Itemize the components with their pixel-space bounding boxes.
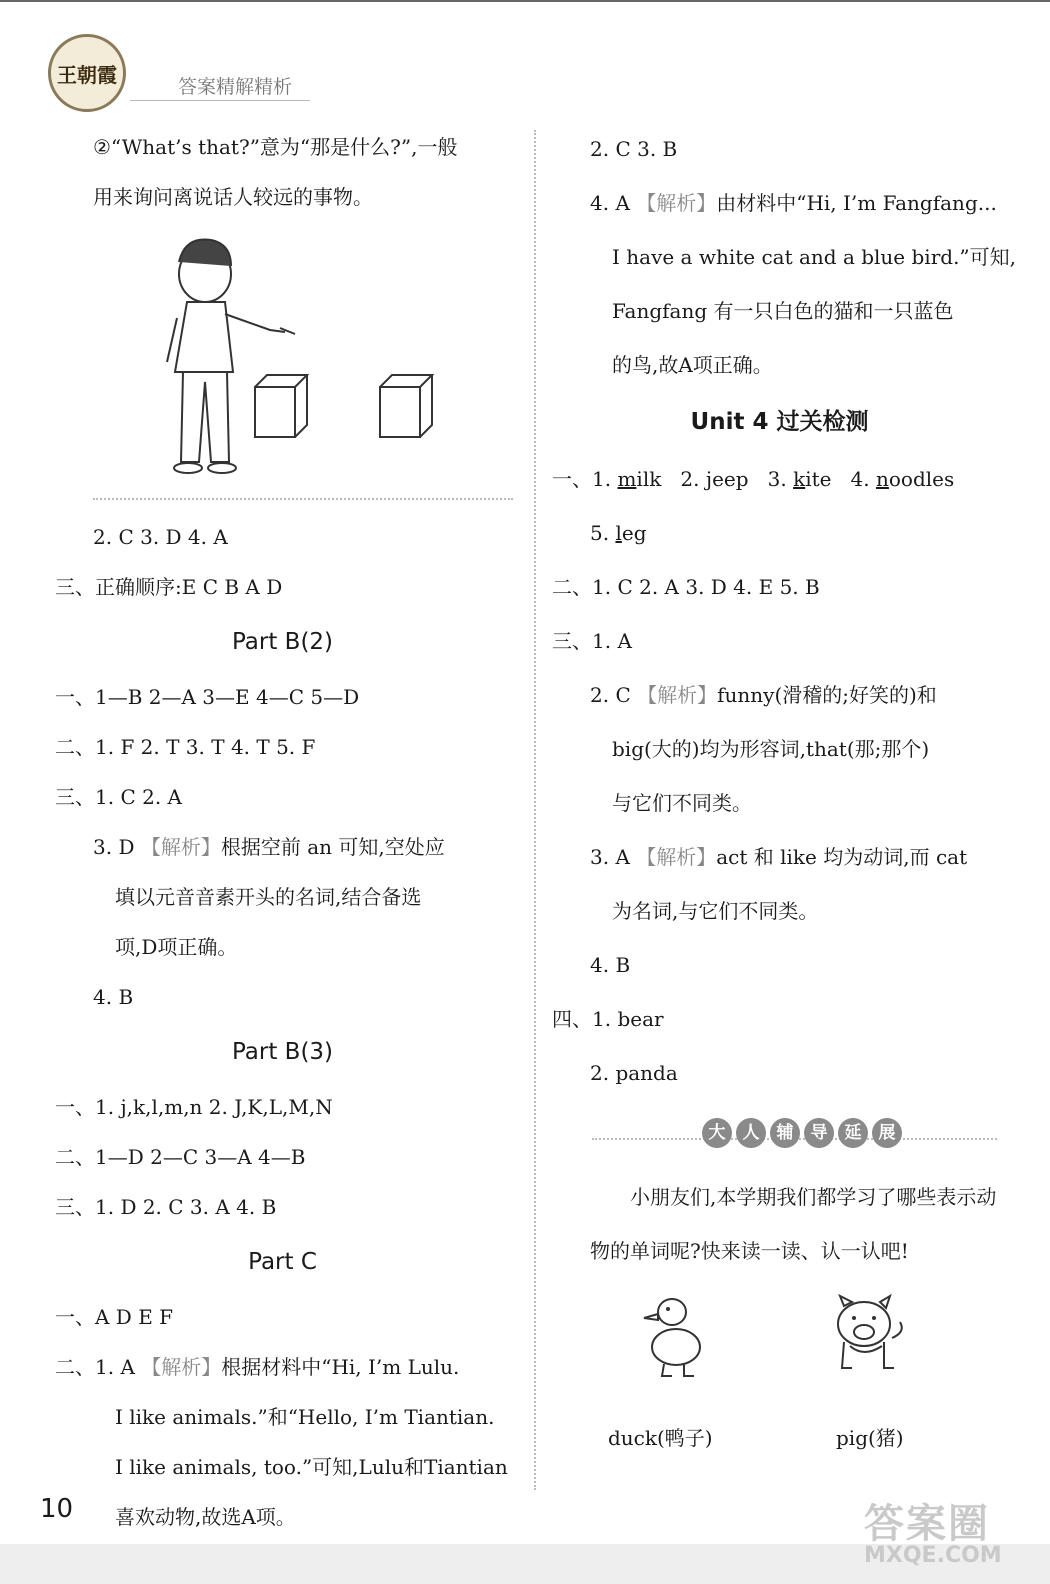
header-rule	[130, 100, 310, 101]
boy-pointing-illustration	[55, 222, 510, 492]
explanation-line	[55, 822, 510, 872]
answer-text: 5.	[590, 521, 616, 545]
explanation-line: 填以元音音素开头的名词,结合备选	[115, 885, 422, 909]
pig-icon	[822, 1292, 912, 1382]
explanation-line	[55, 1342, 510, 1392]
explanation-line: big(大的)均为形容词,that(那;那个)	[612, 737, 930, 761]
logo-text: 王朝霞	[57, 62, 117, 87]
left-column	[55, 122, 510, 1542]
answer-text: 3.	[748, 467, 794, 491]
section-heading: Part B(2)	[231, 629, 334, 655]
note-line: 用来询问离说话人较远的事物。	[93, 185, 373, 209]
question-number: 2. C	[590, 683, 631, 707]
publisher-logo	[48, 34, 126, 112]
explanation-line: 为名词,与它们不同类。	[612, 899, 819, 923]
answer-text: eg	[621, 521, 647, 545]
underlined-letter: m	[617, 467, 637, 491]
underlined-letter: l	[615, 521, 622, 545]
badge-char: 人	[736, 1118, 766, 1148]
note-line: ②“What’s that?”意为“那是什么?”,一般	[93, 135, 458, 159]
answer-line: 一、1. j,k,l,m,n 2. J,K,L,M,N	[55, 1095, 333, 1119]
explanation-line	[552, 830, 1007, 884]
answer-line: 2. C 3. B	[590, 137, 678, 161]
explanation-line: Fangfang 有一只白色的猫和一只蓝色	[612, 299, 954, 323]
answer-line: 二、1. F 2. T 3. T 4. T 5. F	[55, 735, 316, 759]
separator	[93, 498, 513, 500]
badge-char: 导	[804, 1118, 834, 1148]
answer-text: oodles	[888, 467, 955, 491]
analysis-tag: 【解析】	[636, 845, 717, 869]
pig-label: pig(猪)	[836, 1426, 904, 1450]
duck-icon	[632, 1292, 712, 1382]
column-divider	[534, 130, 536, 1490]
answer-text: 1.	[592, 467, 618, 491]
answer-line: 一、A D E F	[55, 1305, 174, 1329]
underlined-letter: j	[705, 467, 713, 491]
explanation-line: 的鸟,故A项正确。	[612, 353, 773, 377]
answer-text: eep	[712, 467, 749, 491]
answer-line	[552, 506, 1007, 560]
page-number: 10	[40, 1494, 74, 1524]
badge-char: 大	[702, 1118, 732, 1148]
question-number: 4. A	[590, 191, 630, 215]
explanation-line: I like animals, too.”可知,Lulu和Tiantian	[115, 1455, 508, 1479]
extension-banner	[552, 1100, 1007, 1170]
duck-label: duck(鸭子)	[608, 1426, 713, 1450]
badge-char: 展	[872, 1118, 902, 1148]
section-number: 一、	[552, 467, 592, 491]
analysis-tag: 【解析】	[141, 1355, 222, 1379]
explanation-line: I have a white cat and a blue bird.”可知,	[612, 245, 1017, 269]
answer-line: 4. B	[93, 985, 134, 1009]
header-title: 答案精解精析	[178, 76, 293, 98]
explanation-line: 与它们不同类。	[612, 791, 752, 815]
extension-paragraph: 小朋友们,本学期我们都学习了哪些表示动物的单词呢?快来读一读、认一认吧!	[590, 1185, 997, 1263]
explanation-text: funny(滑稽的;好笑的)和	[717, 683, 937, 707]
analysis-tag: 【解析】	[140, 835, 221, 859]
top-border	[0, 0, 1050, 2]
answer-line: 二、1. C 2. A 3. D 4. E 5. B	[552, 575, 820, 599]
answer-text: ilk	[636, 467, 662, 491]
explanation-line	[552, 176, 1007, 230]
explanation-line: I like animals.”和“Hello, I’m Tiantian.	[115, 1405, 495, 1429]
animal-pictures	[552, 1278, 1007, 1478]
explanation-text: act 和 like 均为动词,而 cat	[716, 845, 968, 869]
answer-line: 四、1. bear	[552, 1007, 664, 1031]
answer-line: 三、1. A	[552, 629, 632, 653]
section-heading: Part C	[248, 1249, 317, 1275]
boy-pointing-icon	[55, 222, 510, 492]
unit-heading: Unit 4 过关检测	[690, 409, 869, 435]
answer-line: 三、1. C 2. A	[55, 785, 182, 809]
analysis-tag: 【解析】	[637, 683, 718, 707]
answer-line: 4. B	[590, 953, 631, 977]
answer-line: 2. C 3. D 4. A	[93, 525, 228, 549]
explanation-line: 喜欢动物,故选A项。	[115, 1505, 296, 1529]
analysis-tag: 【解析】	[636, 191, 717, 215]
extension-badge	[702, 1118, 902, 1148]
explanation-text: 由材料中“Hi, I’m Fangfang...	[716, 191, 997, 215]
answer-line: 一、1—B 2—A 3—E 4—C 5—D	[55, 685, 360, 709]
answer-text: 4.	[831, 467, 876, 491]
right-column	[552, 122, 1017, 1478]
explanation-text: 根据材料中“Hi, I’m Lulu.	[221, 1355, 460, 1379]
answer-line: 二、1—D 2—C 3—A 4—B	[55, 1145, 306, 1169]
answer-line: 三、1. D 2. C 3. A 4. B	[55, 1195, 277, 1219]
explanation-line: 项,D项正确。	[115, 935, 238, 959]
answer-text: 2.	[661, 467, 706, 491]
explanation-text: 根据空前 an 可知,空处应	[220, 835, 445, 859]
answer-line	[552, 452, 1007, 506]
underlined-letter: n	[875, 467, 889, 491]
badge-char: 延	[838, 1118, 868, 1148]
answer-text: ite	[805, 467, 832, 491]
question-number: 二、1. A	[55, 1355, 135, 1379]
answer-line: 2. panda	[590, 1061, 678, 1085]
question-number: 3. D	[93, 835, 135, 859]
watermark-domain: MXQE.COM	[864, 1543, 1002, 1568]
underlined-letter: k	[793, 467, 806, 491]
watermark-text: 答案圈	[864, 1501, 990, 1547]
answer-line: 三、正确顺序:E C B A D	[55, 575, 283, 599]
badge-char: 辅	[770, 1118, 800, 1148]
explanation-line	[552, 668, 1007, 722]
question-number: 3. A	[590, 845, 630, 869]
site-watermark	[864, 1492, 1002, 1568]
section-heading: Part B(3)	[231, 1039, 334, 1065]
